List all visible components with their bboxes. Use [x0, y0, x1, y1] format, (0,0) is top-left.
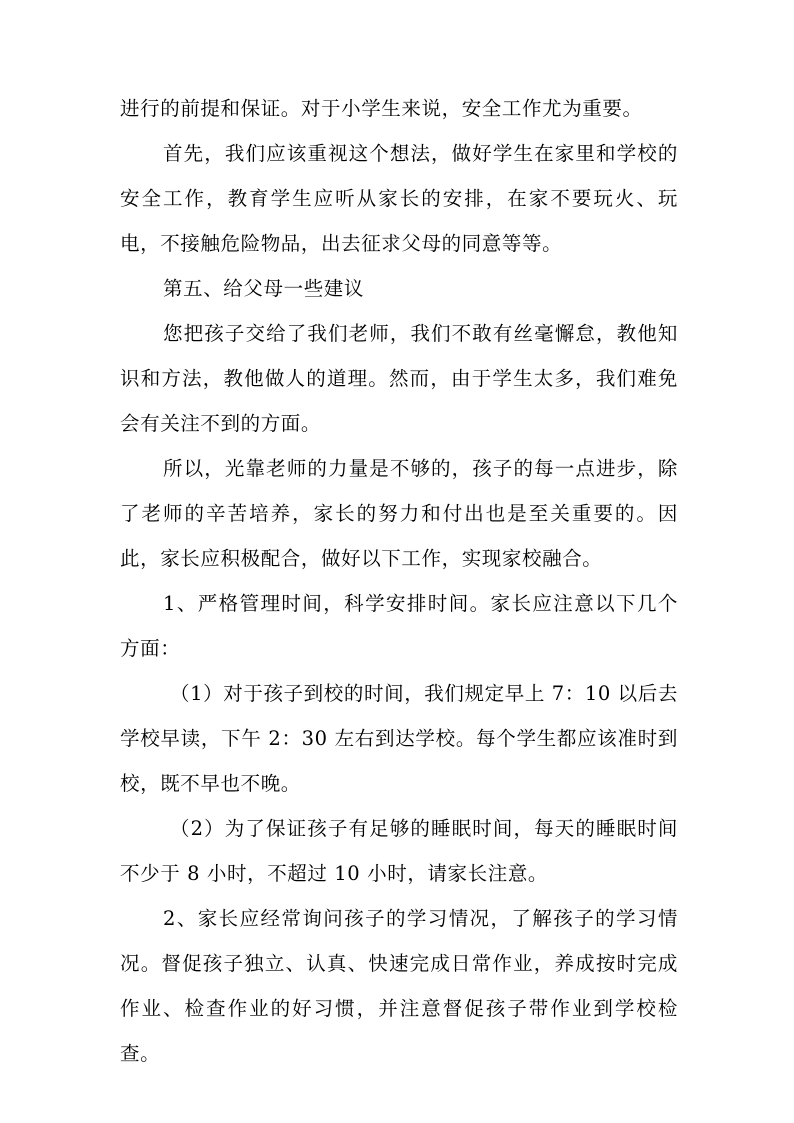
sub-item-sleep-time: （2）为了保证孩子有足够的睡眠时间，每天的睡眠时间不少于 8 小时，不超过 10 小时，请家长注意。 [120, 817, 678, 885]
sub-item-arrival-time: （1）对于孩子到校的时间，我们规定早上 7：10 以后去学校早读，下午 2：30 左右到达学校。每个学生都应该准时到校，既不早也不晚。 [120, 682, 678, 795]
paragraph-home-school-cooperation: 所以，光靠老师的力量是不够的，孩子的每一点进步，除了老师的辛苦培养，家长的努力和付出也是至关重要的。因此，家长应积极配合，做好以下工作，实现家校融合。 [120, 457, 678, 570]
document-body [120, 86, 678, 1076]
paragraph-safety-first: 首先，我们应该重视这个想法，做好学生在家里和学校的安全工作，教育学生应听从家长的安排，在家不要玩火、玩电，不接触危险物品，出去征求父母的同意等等。 [120, 142, 678, 255]
list-item-homework-supervision: 2、家长应经常询问孩子的学习情况，了解孩子的学习情况。督促孩子独立、认真、快速完成日常作业，养成按时完成作业、检查作业的好习惯，并注意督促孩子带作业到学校检查。 [120, 907, 678, 1065]
list-item-time-management: 1、严格管理时间，科学安排时间。家长应注意以下几个方面： [120, 592, 678, 660]
paragraph-continuation: 进行的前提和保证。对于小学生来说，安全工作尤为重要。 [120, 97, 643, 120]
paragraph-teachers-care: 您把孩子交给了我们老师，我们不敢有丝毫懈怠，教他知识和方法，教他做人的道理。然而，由于学生太多，我们难免会有关注不到的方面。 [120, 322, 678, 435]
section-heading-advice-to-parents: 第五、给父母一些建议 [163, 277, 365, 300]
